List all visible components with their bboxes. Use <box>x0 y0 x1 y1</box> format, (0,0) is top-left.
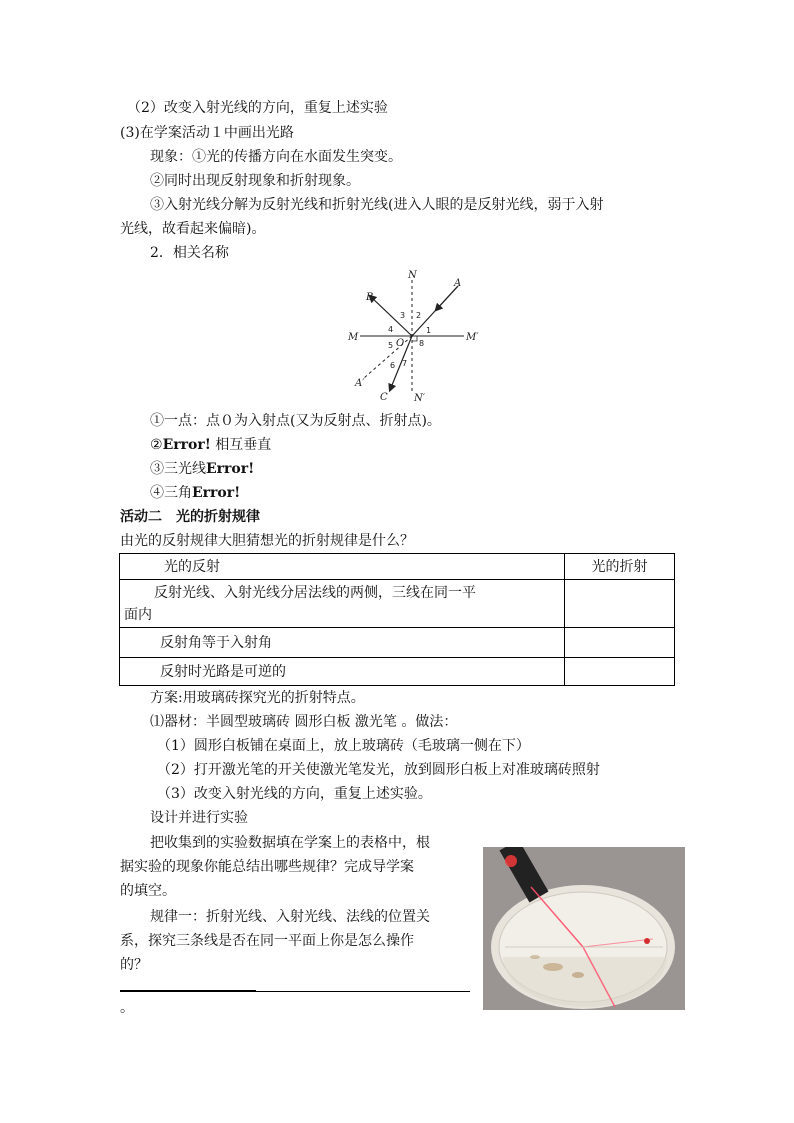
phenomenon-3: ③入射光线分解为反射光线和折射光线(进入人眼的是反射光线，弱于入射 <box>150 197 604 213</box>
step-3-line: (3)在学案活动１中画出光路 <box>120 125 294 141</box>
design-heading: 设计并进行实验 <box>150 810 248 826</box>
table-row <box>120 628 675 658</box>
rule-one-2: 系，探究三条线是否在同一平面上你是怎么操作 <box>120 933 414 949</box>
procedure-3: （3）改变入射光线的方向，重复上述实验。 <box>157 786 432 802</box>
angle-3: 3 <box>400 311 406 320</box>
table-row <box>120 658 675 686</box>
procedure-1: （1）圆形白板铺在桌面上，放上玻璃砖（毛玻璃一侧在下） <box>157 738 530 754</box>
instruction-3: 的填空。 <box>120 883 176 899</box>
experiment-photo <box>483 847 685 1010</box>
table-header-row <box>120 554 675 580</box>
label-a-prime: A′ <box>355 378 365 389</box>
name-point: ①一点：点０为入射点(又为反射点、折射点)。 <box>150 413 441 429</box>
answer-blank-bold <box>120 990 256 992</box>
cell-reflection-1: 反射光线、入射光线分居法线的两侧，三线在同一平 面内 <box>120 580 565 628</box>
plan-line: 方案:用玻璃砖探究光的折射特点。 <box>150 690 365 706</box>
instruction-1: 把收集到的实验数据填在学案上的表格中，根 <box>150 835 430 851</box>
cell-reflection-2: 反射角等于入射角 <box>120 628 565 658</box>
phenomenon-1: 现象：①光的传播方向在水面发生突变。 <box>150 149 402 165</box>
cell-refraction-1[interactable] <box>565 580 675 628</box>
angle-5: 5 <box>388 341 394 350</box>
rule-one-1: 规律一：折射光线、入射光线、法线的位置关 <box>150 909 430 925</box>
angle-7: 7 <box>402 359 408 368</box>
activity-two-heading: 活动二 光的折射规律 <box>120 509 260 525</box>
angle-8: 8 <box>419 339 425 348</box>
activity-two-question: 由光的反射规律大胆猜想光的折射规律是什么？ <box>120 533 414 549</box>
name-three-angles: ④三角Error! <box>150 485 241 501</box>
cell-refraction-3[interactable] <box>565 658 675 686</box>
angle-1: 1 <box>426 326 432 335</box>
procedure-2: （2）打开激光笔的开关使激光笔发光，放到圆形白板上对准玻璃砖照射 <box>157 762 600 778</box>
cell-refraction-2[interactable] <box>565 628 675 658</box>
label-o: O <box>396 338 405 349</box>
label-a: A <box>454 278 462 289</box>
label-c: C <box>380 392 388 403</box>
instruction-2: 据实验的现象你能总结出哪些规律？完成导学案 <box>120 859 414 875</box>
label-n-prime: N′ <box>414 393 426 404</box>
header-reflection: 光的反射 <box>120 554 565 580</box>
angle-2: 2 <box>416 311 422 320</box>
label-m-prime: M′ <box>466 332 479 343</box>
step-2-line: （2）改变入射光线的方向，重复上述实验 <box>127 100 388 116</box>
phenomenon-2: ②同时出现反射现象和折射现象。 <box>150 173 360 189</box>
experiment-photo-art <box>483 847 685 1010</box>
label-b: B <box>366 292 374 303</box>
refraction-diagram <box>340 268 500 404</box>
name-perpendicular: ②Error! 相互垂直 <box>150 437 272 453</box>
cell-reflection-3: 反射时光路是可逆的 <box>120 658 565 686</box>
label-m: M <box>348 332 359 343</box>
name-three-lines: ③三光线Error! <box>150 461 255 477</box>
angle-4: 4 <box>388 325 394 334</box>
angle-6: 6 <box>390 361 396 370</box>
phenomenon-3-cont: 光线，故看起来偏暗)。 <box>120 221 266 237</box>
section-related-names: 2．相关名称 <box>150 245 229 261</box>
header-refraction: 光的折射 <box>565 554 675 580</box>
rule-one-3: 的？ <box>120 957 148 973</box>
comparison-table <box>119 553 675 686</box>
equipment-line: ⑴器材：半圆型玻璃砖 圆形白板 激光笔 。做法： <box>150 714 458 730</box>
answer-period: 。 <box>120 1000 134 1016</box>
table-row <box>120 580 675 628</box>
label-n: N <box>408 270 417 281</box>
